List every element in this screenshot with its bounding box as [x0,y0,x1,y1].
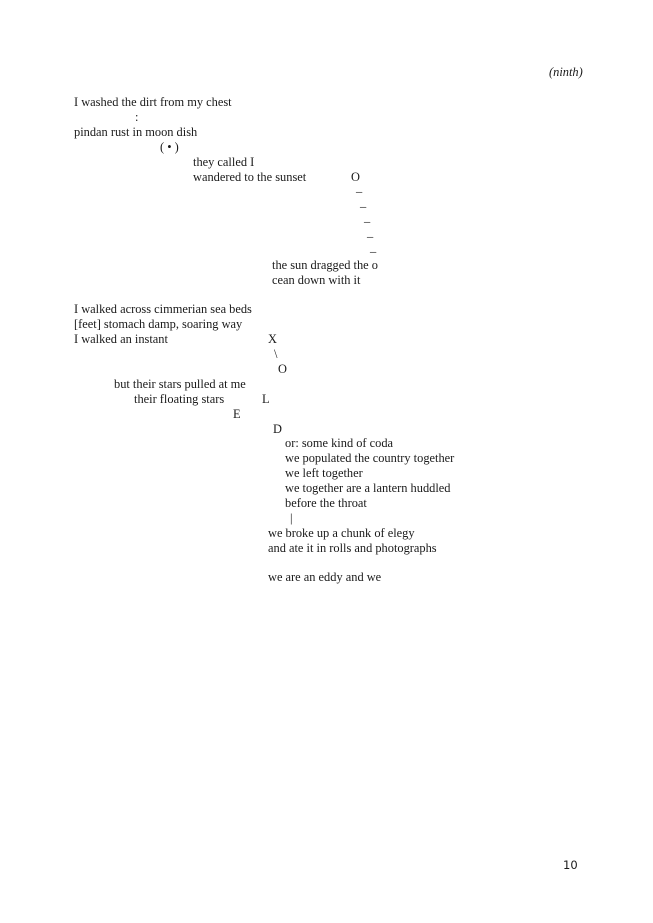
poem-line: but their stars pulled at me [114,377,246,391]
poem-glyph: _ [370,240,377,254]
poem-line: their floating stars [134,392,225,406]
poem-line: ( • ) [160,140,179,154]
poem-glyph: O [278,362,287,376]
poem-glyph: \ [274,347,278,361]
poem-line: we broke up a chunk of elegy [268,526,415,540]
poem-line: before the throat [285,496,367,510]
poem-glyph: _ [364,210,371,224]
poem-line: or: some kind of coda [285,436,394,450]
poem-glyph: O [351,170,360,184]
poem-line: I walked across cimmerian sea beds [74,302,252,316]
poem-line: we are an eddy and we [268,570,382,584]
poem-line: they called I [193,155,255,169]
poem-line: we populated the country together [285,451,455,465]
poem-line: I washed the dirt from my chest [74,95,232,109]
poem-line: and ate it in rolls and photographs [268,541,437,555]
poem-glyph: _ [367,225,374,239]
section-title: (ninth) [549,65,583,79]
poem-glyph: X [268,332,277,346]
poem-glyph: L [262,392,270,406]
poem-glyph: _ [360,195,367,209]
poem-line: I walked an instant [74,332,168,346]
poem-glyph: E [233,407,241,421]
poem-glyph: D [273,422,282,436]
poem-line: pindan rust in moon dish [74,125,198,139]
poem-line: we together are a lantern huddled [285,481,451,495]
poem-line: : [135,110,139,124]
page-number: 10 [563,858,578,872]
poem-line: the sun dragged the o [272,258,378,272]
poem-line: wandered to the sunset [193,170,307,184]
poem-line: we left together [285,466,363,480]
poem-line: [feet] stomach damp, soaring way [74,317,243,331]
poem-glyph: | [290,511,293,525]
poem-glyph: _ [356,180,363,194]
poem-line: cean down with it [272,273,361,287]
